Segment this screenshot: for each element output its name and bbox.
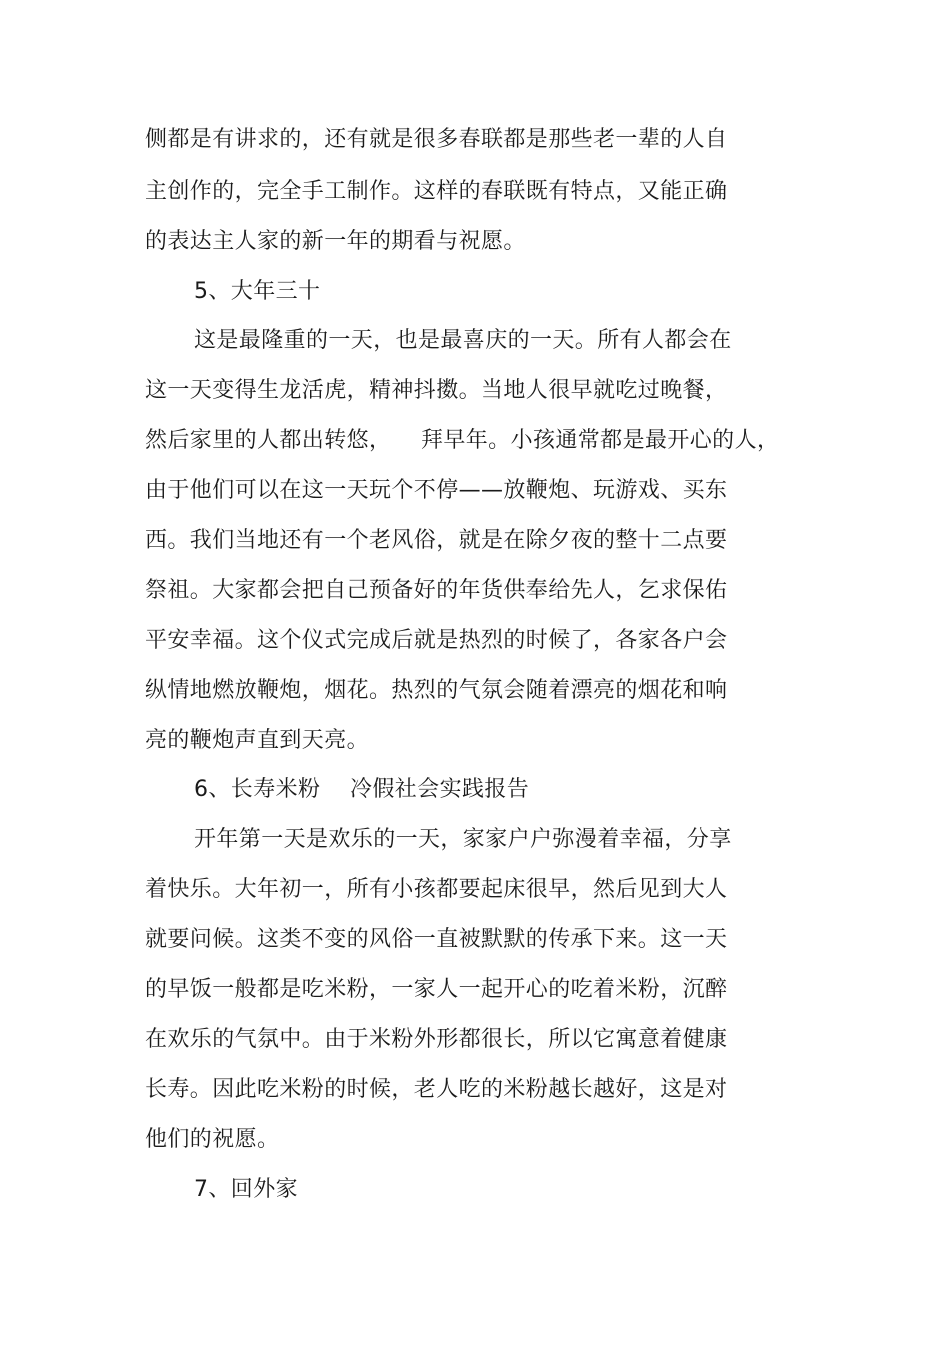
body-text-line: 然后家里的人都出转悠， 拜早年。小孩通常都是最开心的人， <box>145 428 780 453</box>
body-text-line: 纵情地燃放鞭炮，烟花。热烈的气氛会随着漂亮的烟花和响 <box>145 678 728 703</box>
section-heading: 6、长寿米粉 冷假社会实践报告 <box>194 777 530 802</box>
body-text-line: 亮的鞭炮声直到天亮。 <box>145 728 370 753</box>
body-text-line: 在欢乐的气氛中。由于米粉外形都很长，所以它寓意着健康 <box>145 1027 728 1052</box>
body-text-line: 就要问候。这类不变的风俗一直被默默的传承下来。这一天 <box>145 927 728 952</box>
paragraph-first-line: 这是最隆重的一天，也是最喜庆的一天。所有人都会在 <box>194 328 732 353</box>
body-text-line: 他们的祝愿。 <box>145 1127 280 1152</box>
body-text-line: 长寿。因此吃米粉的时候，老人吃的米粉越长越好，这是对 <box>145 1077 728 1102</box>
body-text-line: 这一天变得生龙活虎，精神抖擞。当地人很早就吃过晚餐， <box>145 378 728 403</box>
section-heading: 7、回外家 <box>194 1177 298 1202</box>
paragraph-first-line: 开年第一天是欢乐的一天，家家户户弥漫着幸福，分享 <box>194 827 732 852</box>
body-text-line: 的表达主人家的新一年的期看与祝愿。 <box>145 229 526 254</box>
body-text-line: 着快乐。大年初一，所有小孩都要起床很早，然后见到大人 <box>145 877 728 902</box>
body-text-line: 祭祖。大家都会把自己预备好的年货供奉给先人，乞求保佑 <box>145 578 728 603</box>
body-text-line: 的早饭一般都是吃米粉，一家人一起开心的吃着米粉，沉醉 <box>145 977 728 1002</box>
body-text-line: 平安幸福。这个仪式完成后就是热烈的时候了，各家各户会 <box>145 628 728 653</box>
body-text-line: 主创作的，完全手工制作。这样的春联既有特点，又能正确 <box>145 179 728 204</box>
section-heading: 5、大年三十 <box>194 279 321 304</box>
body-text-line: 侧都是有讲求的，还有就是很多春联都是那些老一辈的人自 <box>145 127 728 152</box>
body-text-line: 西。我们当地还有一个老风俗，就是在除夕夜的整十二点要 <box>145 528 728 553</box>
body-text-line: 由于他们可以在这一天玩个不停——放鞭炮、玩游戏、买东 <box>145 478 728 503</box>
